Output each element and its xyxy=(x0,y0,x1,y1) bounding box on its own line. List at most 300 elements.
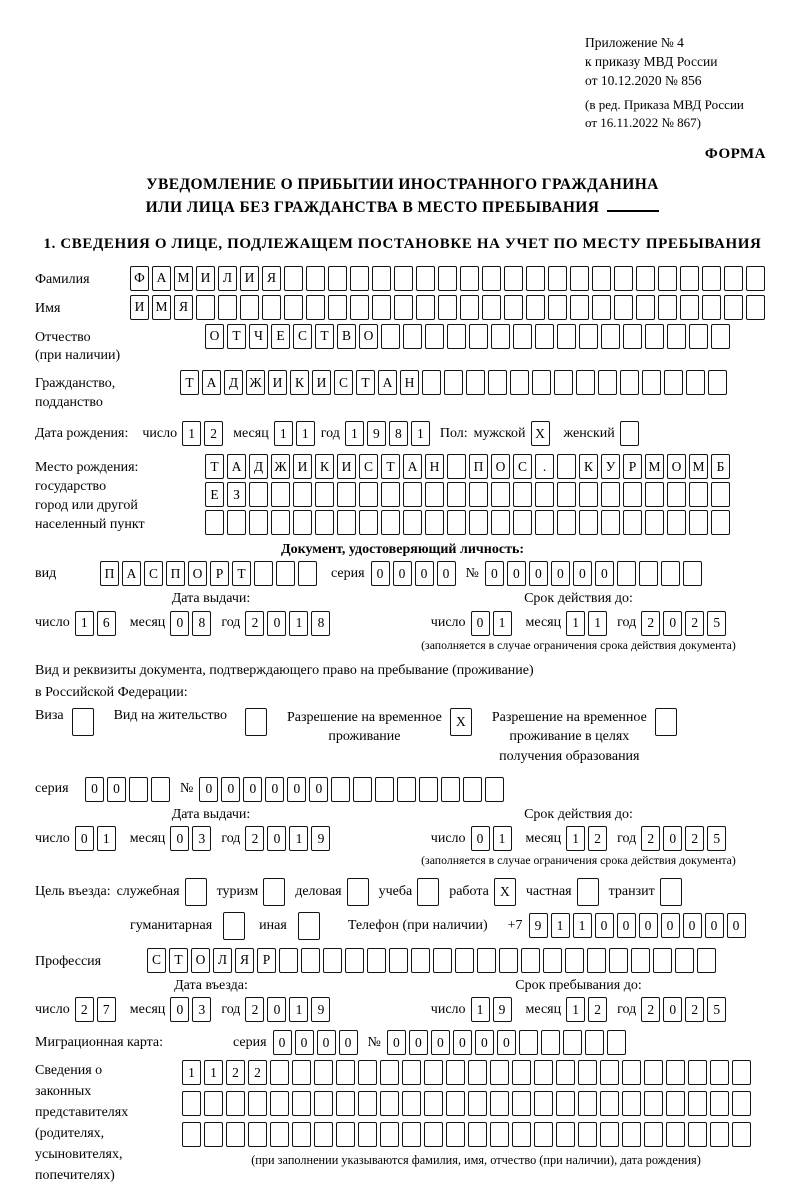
char-cell[interactable]: 2 xyxy=(226,1060,245,1085)
purpose-business-checkbox[interactable] xyxy=(185,878,207,906)
char-cell[interactable] xyxy=(708,370,727,395)
char-cell[interactable]: 0 xyxy=(595,561,614,586)
char-cell[interactable] xyxy=(249,482,268,507)
char-cell[interactable]: 0 xyxy=(431,1030,450,1055)
char-cell[interactable] xyxy=(609,948,628,973)
char-cell[interactable]: 0 xyxy=(393,561,412,586)
char-cell[interactable] xyxy=(557,454,576,479)
char-cell[interactable] xyxy=(477,948,496,973)
char-cell[interactable] xyxy=(248,1091,267,1116)
char-cell[interactable]: О xyxy=(491,454,510,479)
char-cell[interactable]: 1 xyxy=(182,421,201,446)
res-issue-day-cells[interactable] xyxy=(75,826,116,851)
char-cell[interactable] xyxy=(675,948,694,973)
char-cell[interactable] xyxy=(359,510,378,535)
char-cell[interactable]: 6 xyxy=(97,611,116,636)
char-cell[interactable] xyxy=(446,1060,465,1085)
char-cell[interactable]: 1 xyxy=(204,1060,223,1085)
char-cell[interactable] xyxy=(519,1030,538,1055)
char-cell[interactable] xyxy=(724,295,743,320)
char-cell[interactable]: Р xyxy=(210,561,229,586)
char-cell[interactable] xyxy=(614,266,633,291)
char-cell[interactable] xyxy=(686,370,705,395)
char-cell[interactable]: А xyxy=(378,370,397,395)
char-cell[interactable]: 2 xyxy=(588,997,607,1022)
char-cell[interactable] xyxy=(600,1091,619,1116)
birth-month-cells[interactable] xyxy=(274,421,315,446)
char-cell[interactable] xyxy=(292,1091,311,1116)
char-cell[interactable] xyxy=(182,1122,201,1147)
char-cell[interactable] xyxy=(460,266,479,291)
char-cell[interactable]: 0 xyxy=(317,1030,336,1055)
char-cell[interactable]: 0 xyxy=(339,1030,358,1055)
char-cell[interactable] xyxy=(732,1091,751,1116)
char-cell[interactable] xyxy=(577,878,599,906)
char-cell[interactable] xyxy=(711,324,730,349)
char-cell[interactable] xyxy=(323,948,342,973)
char-cell[interactable] xyxy=(617,561,636,586)
char-cell[interactable]: 1 xyxy=(573,913,592,938)
char-cell[interactable] xyxy=(359,482,378,507)
char-cell[interactable] xyxy=(331,777,350,802)
char-cell[interactable] xyxy=(358,1091,377,1116)
char-cell[interactable] xyxy=(292,1122,311,1147)
char-cell[interactable] xyxy=(218,295,237,320)
char-cell[interactable]: И xyxy=(293,454,312,479)
doc-number-cells[interactable] xyxy=(485,561,702,586)
char-cell[interactable] xyxy=(205,510,224,535)
char-cell[interactable] xyxy=(358,1060,377,1085)
char-cell[interactable] xyxy=(306,266,325,291)
char-cell[interactable] xyxy=(578,1091,597,1116)
char-cell[interactable] xyxy=(541,1030,560,1055)
char-cell[interactable] xyxy=(301,948,320,973)
char-cell[interactable]: К xyxy=(290,370,309,395)
char-cell[interactable] xyxy=(394,266,413,291)
char-cell[interactable] xyxy=(680,295,699,320)
char-cell[interactable] xyxy=(151,777,170,802)
char-cell[interactable]: С xyxy=(293,324,312,349)
char-cell[interactable]: 9 xyxy=(493,997,512,1022)
char-cell[interactable] xyxy=(279,948,298,973)
char-cell[interactable] xyxy=(468,1091,487,1116)
female-checkbox[interactable] xyxy=(620,421,639,446)
char-cell[interactable] xyxy=(129,777,148,802)
char-cell[interactable]: Т xyxy=(205,454,224,479)
citizenship-cells[interactable] xyxy=(180,370,727,395)
char-cell[interactable] xyxy=(614,295,633,320)
char-cell[interactable]: Д xyxy=(249,454,268,479)
char-cell[interactable]: У xyxy=(601,454,620,479)
char-cell[interactable] xyxy=(276,561,295,586)
char-cell[interactable] xyxy=(441,777,460,802)
char-cell[interactable] xyxy=(598,370,617,395)
char-cell[interactable] xyxy=(292,1060,311,1085)
char-cell[interactable]: X xyxy=(531,421,550,446)
char-cell[interactable]: 0 xyxy=(221,777,240,802)
char-cell[interactable] xyxy=(710,1060,729,1085)
char-cell[interactable]: Н xyxy=(425,454,444,479)
char-cell[interactable]: 1 xyxy=(289,826,308,851)
char-cell[interactable] xyxy=(402,1122,421,1147)
char-cell[interactable]: 0 xyxy=(453,1030,472,1055)
char-cell[interactable] xyxy=(543,948,562,973)
doc-kind-cells[interactable] xyxy=(100,561,317,586)
char-cell[interactable] xyxy=(394,295,413,320)
char-cell[interactable] xyxy=(535,482,554,507)
char-cell[interactable]: 0 xyxy=(267,997,286,1022)
char-cell[interactable]: П xyxy=(100,561,119,586)
char-cell[interactable] xyxy=(623,510,642,535)
char-cell[interactable] xyxy=(557,510,576,535)
char-cell[interactable] xyxy=(270,1060,289,1085)
char-cell[interactable]: X xyxy=(450,708,472,736)
char-cell[interactable]: 2 xyxy=(75,997,94,1022)
char-cell[interactable]: 1 xyxy=(289,611,308,636)
char-cell[interactable]: 2 xyxy=(685,997,704,1022)
char-cell[interactable] xyxy=(664,370,683,395)
char-cell[interactable]: 0 xyxy=(170,826,189,851)
char-cell[interactable] xyxy=(402,1091,421,1116)
char-cell[interactable]: 1 xyxy=(471,997,490,1022)
char-cell[interactable] xyxy=(655,708,677,736)
char-cell[interactable] xyxy=(579,482,598,507)
char-cell[interactable] xyxy=(710,1122,729,1147)
char-cell[interactable] xyxy=(592,295,611,320)
char-cell[interactable] xyxy=(381,324,400,349)
char-cell[interactable]: 0 xyxy=(295,1030,314,1055)
char-cell[interactable] xyxy=(182,1091,201,1116)
char-cell[interactable]: О xyxy=(359,324,378,349)
char-cell[interactable]: Р xyxy=(623,454,642,479)
char-cell[interactable] xyxy=(403,482,422,507)
char-cell[interactable] xyxy=(298,912,320,940)
char-cell[interactable] xyxy=(512,1122,531,1147)
char-cell[interactable] xyxy=(607,1030,626,1055)
char-cell[interactable]: 1 xyxy=(345,421,364,446)
char-cell[interactable] xyxy=(372,266,391,291)
char-cell[interactable]: 8 xyxy=(311,611,330,636)
char-cell[interactable] xyxy=(380,1091,399,1116)
char-cell[interactable] xyxy=(711,482,730,507)
char-cell[interactable]: 0 xyxy=(471,826,490,851)
birth-year-cells[interactable] xyxy=(345,421,430,446)
stay-month-cells[interactable] xyxy=(566,997,607,1022)
char-cell[interactable]: 0 xyxy=(573,561,592,586)
char-cell[interactable] xyxy=(336,1122,355,1147)
char-cell[interactable] xyxy=(513,324,532,349)
char-cell[interactable]: 0 xyxy=(243,777,262,802)
char-cell[interactable]: 5 xyxy=(707,997,726,1022)
entry-day-cells[interactable] xyxy=(75,997,116,1022)
char-cell[interactable] xyxy=(576,370,595,395)
char-cell[interactable]: 1 xyxy=(551,913,570,938)
char-cell[interactable] xyxy=(557,482,576,507)
char-cell[interactable] xyxy=(639,561,658,586)
char-cell[interactable] xyxy=(204,1091,223,1116)
stay-year-cells[interactable] xyxy=(641,997,726,1022)
char-cell[interactable]: 1 xyxy=(566,611,585,636)
char-cell[interactable] xyxy=(389,948,408,973)
char-cell[interactable] xyxy=(653,948,672,973)
char-cell[interactable] xyxy=(438,295,457,320)
char-cell[interactable]: 2 xyxy=(245,826,264,851)
char-cell[interactable] xyxy=(570,266,589,291)
char-cell[interactable] xyxy=(563,1030,582,1055)
char-cell[interactable]: 9 xyxy=(311,997,330,1022)
char-cell[interactable]: Т xyxy=(315,324,334,349)
purpose-other-checkbox[interactable] xyxy=(298,912,320,940)
char-cell[interactable] xyxy=(433,948,452,973)
char-cell[interactable] xyxy=(226,1122,245,1147)
char-cell[interactable] xyxy=(535,510,554,535)
char-cell[interactable] xyxy=(644,1060,663,1085)
char-cell[interactable] xyxy=(534,1060,553,1085)
char-cell[interactable] xyxy=(636,295,655,320)
char-cell[interactable]: 0 xyxy=(85,777,104,802)
purpose-work-checkbox[interactable] xyxy=(494,878,516,906)
char-cell[interactable] xyxy=(469,324,488,349)
char-cell[interactable]: И xyxy=(337,454,356,479)
char-cell[interactable]: Ф xyxy=(130,266,149,291)
char-cell[interactable]: 1 xyxy=(411,421,430,446)
char-cell[interactable] xyxy=(263,878,285,906)
char-cell[interactable]: С xyxy=(147,948,166,973)
char-cell[interactable] xyxy=(328,266,347,291)
char-cell[interactable]: Н xyxy=(400,370,419,395)
birth-day-cells[interactable] xyxy=(182,421,223,446)
char-cell[interactable]: 0 xyxy=(705,913,724,938)
char-cell[interactable]: Е xyxy=(271,324,290,349)
char-cell[interactable]: 1 xyxy=(274,421,293,446)
char-cell[interactable]: 0 xyxy=(309,777,328,802)
char-cell[interactable] xyxy=(463,777,482,802)
char-cell[interactable] xyxy=(689,510,708,535)
char-cell[interactable] xyxy=(424,1091,443,1116)
char-cell[interactable] xyxy=(469,482,488,507)
char-cell[interactable] xyxy=(521,948,540,973)
char-cell[interactable] xyxy=(556,1060,575,1085)
char-cell[interactable] xyxy=(623,482,642,507)
male-checkbox[interactable] xyxy=(531,421,550,446)
char-cell[interactable]: 0 xyxy=(471,611,490,636)
char-cell[interactable] xyxy=(380,1060,399,1085)
char-cell[interactable] xyxy=(271,510,290,535)
temp-residence-checkbox[interactable] xyxy=(450,708,472,736)
char-cell[interactable]: М xyxy=(174,266,193,291)
char-cell[interactable] xyxy=(425,324,444,349)
char-cell[interactable]: И xyxy=(196,266,215,291)
char-cell[interactable] xyxy=(556,1091,575,1116)
char-cell[interactable]: 0 xyxy=(273,1030,292,1055)
char-cell[interactable]: Т xyxy=(227,324,246,349)
char-cell[interactable] xyxy=(579,510,598,535)
char-cell[interactable]: 0 xyxy=(409,1030,428,1055)
char-cell[interactable]: 0 xyxy=(267,826,286,851)
char-cell[interactable] xyxy=(337,482,356,507)
char-cell[interactable] xyxy=(417,878,439,906)
char-cell[interactable] xyxy=(534,1122,553,1147)
char-cell[interactable]: С xyxy=(144,561,163,586)
purpose-private-checkbox[interactable] xyxy=(577,878,599,906)
guardians-cells-row2[interactable] xyxy=(182,1091,770,1116)
char-cell[interactable] xyxy=(689,324,708,349)
char-cell[interactable]: П xyxy=(166,561,185,586)
char-cell[interactable]: 0 xyxy=(75,826,94,851)
char-cell[interactable] xyxy=(424,1060,443,1085)
char-cell[interactable] xyxy=(645,324,664,349)
char-cell[interactable] xyxy=(284,295,303,320)
char-cell[interactable] xyxy=(403,510,422,535)
char-cell[interactable] xyxy=(381,482,400,507)
char-cell[interactable] xyxy=(315,482,334,507)
char-cell[interactable] xyxy=(425,510,444,535)
char-cell[interactable]: 9 xyxy=(367,421,386,446)
char-cell[interactable]: 0 xyxy=(485,561,504,586)
char-cell[interactable]: 0 xyxy=(595,913,614,938)
char-cell[interactable]: 1 xyxy=(296,421,315,446)
char-cell[interactable]: Т xyxy=(381,454,400,479)
char-cell[interactable]: 2 xyxy=(248,1060,267,1085)
char-cell[interactable]: С xyxy=(359,454,378,479)
char-cell[interactable] xyxy=(636,266,655,291)
char-cell[interactable] xyxy=(578,1122,597,1147)
char-cell[interactable] xyxy=(416,295,435,320)
char-cell[interactable] xyxy=(620,421,639,446)
char-cell[interactable] xyxy=(513,482,532,507)
res-valid-day-cells[interactable] xyxy=(471,826,512,851)
char-cell[interactable]: Т xyxy=(169,948,188,973)
char-cell[interactable] xyxy=(336,1060,355,1085)
char-cell[interactable] xyxy=(438,266,457,291)
char-cell[interactable]: 0 xyxy=(371,561,390,586)
char-cell[interactable]: А xyxy=(403,454,422,479)
char-cell[interactable]: Е xyxy=(205,482,224,507)
char-cell[interactable]: 0 xyxy=(170,997,189,1022)
char-cell[interactable] xyxy=(600,1122,619,1147)
char-cell[interactable]: Т xyxy=(232,561,251,586)
char-cell[interactable]: 2 xyxy=(245,997,264,1022)
res-valid-month-cells[interactable] xyxy=(566,826,607,851)
char-cell[interactable]: С xyxy=(513,454,532,479)
char-cell[interactable]: 8 xyxy=(389,421,408,446)
char-cell[interactable] xyxy=(578,1060,597,1085)
purpose-tourism-checkbox[interactable] xyxy=(263,878,285,906)
char-cell[interactable] xyxy=(482,266,501,291)
char-cell[interactable] xyxy=(622,1091,641,1116)
char-cell[interactable] xyxy=(592,266,611,291)
char-cell[interactable]: 2 xyxy=(641,997,660,1022)
char-cell[interactable] xyxy=(548,295,567,320)
char-cell[interactable] xyxy=(350,295,369,320)
char-cell[interactable] xyxy=(358,1122,377,1147)
char-cell[interactable] xyxy=(667,510,686,535)
char-cell[interactable] xyxy=(732,1060,751,1085)
char-cell[interactable]: Р xyxy=(257,948,276,973)
char-cell[interactable]: 0 xyxy=(265,777,284,802)
char-cell[interactable] xyxy=(270,1122,289,1147)
char-cell[interactable] xyxy=(223,912,245,940)
char-cell[interactable]: А xyxy=(202,370,221,395)
surname-cells[interactable] xyxy=(130,266,765,291)
char-cell[interactable]: 5 xyxy=(707,826,726,851)
char-cell[interactable]: 0 xyxy=(617,913,636,938)
char-cell[interactable] xyxy=(293,510,312,535)
char-cell[interactable]: З xyxy=(227,482,246,507)
patronymic-cells[interactable] xyxy=(205,324,730,349)
char-cell[interactable]: О xyxy=(188,561,207,586)
mig-number-cells[interactable] xyxy=(387,1030,626,1055)
char-cell[interactable]: 1 xyxy=(566,826,585,851)
char-cell[interactable]: Ч xyxy=(249,324,268,349)
char-cell[interactable] xyxy=(271,482,290,507)
char-cell[interactable] xyxy=(367,948,386,973)
char-cell[interactable] xyxy=(526,266,545,291)
char-cell[interactable] xyxy=(683,561,702,586)
char-cell[interactable] xyxy=(353,777,372,802)
char-cell[interactable]: 0 xyxy=(683,913,702,938)
char-cell[interactable] xyxy=(601,324,620,349)
char-cell[interactable] xyxy=(491,324,510,349)
char-cell[interactable] xyxy=(422,370,441,395)
char-cell[interactable]: 0 xyxy=(107,777,126,802)
char-cell[interactable]: О xyxy=(205,324,224,349)
char-cell[interactable]: Т xyxy=(180,370,199,395)
phone-cells[interactable] xyxy=(529,913,746,938)
char-cell[interactable] xyxy=(446,1091,465,1116)
char-cell[interactable] xyxy=(601,510,620,535)
char-cell[interactable] xyxy=(660,878,682,906)
char-cell[interactable]: 3 xyxy=(192,997,211,1022)
char-cell[interactable]: И xyxy=(312,370,331,395)
doc-issue-day-cells[interactable] xyxy=(75,611,116,636)
char-cell[interactable] xyxy=(485,777,504,802)
char-cell[interactable] xyxy=(532,370,551,395)
char-cell[interactable]: 0 xyxy=(663,611,682,636)
char-cell[interactable]: М xyxy=(689,454,708,479)
char-cell[interactable] xyxy=(587,948,606,973)
char-cell[interactable] xyxy=(526,295,545,320)
res-series-cells[interactable] xyxy=(85,777,170,802)
char-cell[interactable]: О xyxy=(667,454,686,479)
char-cell[interactable] xyxy=(397,777,416,802)
char-cell[interactable]: О xyxy=(191,948,210,973)
char-cell[interactable]: Д xyxy=(224,370,243,395)
purpose-transit-checkbox[interactable] xyxy=(660,878,682,906)
char-cell[interactable] xyxy=(688,1091,707,1116)
char-cell[interactable] xyxy=(491,482,510,507)
char-cell[interactable] xyxy=(380,1122,399,1147)
char-cell[interactable] xyxy=(645,482,664,507)
char-cell[interactable] xyxy=(284,266,303,291)
char-cell[interactable] xyxy=(444,370,463,395)
char-cell[interactable] xyxy=(535,324,554,349)
char-cell[interactable] xyxy=(249,510,268,535)
char-cell[interactable] xyxy=(554,370,573,395)
profession-cells[interactable] xyxy=(147,948,716,973)
char-cell[interactable] xyxy=(746,295,765,320)
char-cell[interactable]: 7 xyxy=(97,997,116,1022)
char-cell[interactable] xyxy=(570,295,589,320)
char-cell[interactable] xyxy=(631,948,650,973)
char-cell[interactable] xyxy=(402,1060,421,1085)
char-cell[interactable]: М xyxy=(152,295,171,320)
char-cell[interactable] xyxy=(447,324,466,349)
char-cell[interactable]: 2 xyxy=(245,611,264,636)
char-cell[interactable] xyxy=(254,561,273,586)
char-cell[interactable]: 0 xyxy=(529,561,548,586)
char-cell[interactable] xyxy=(510,370,529,395)
